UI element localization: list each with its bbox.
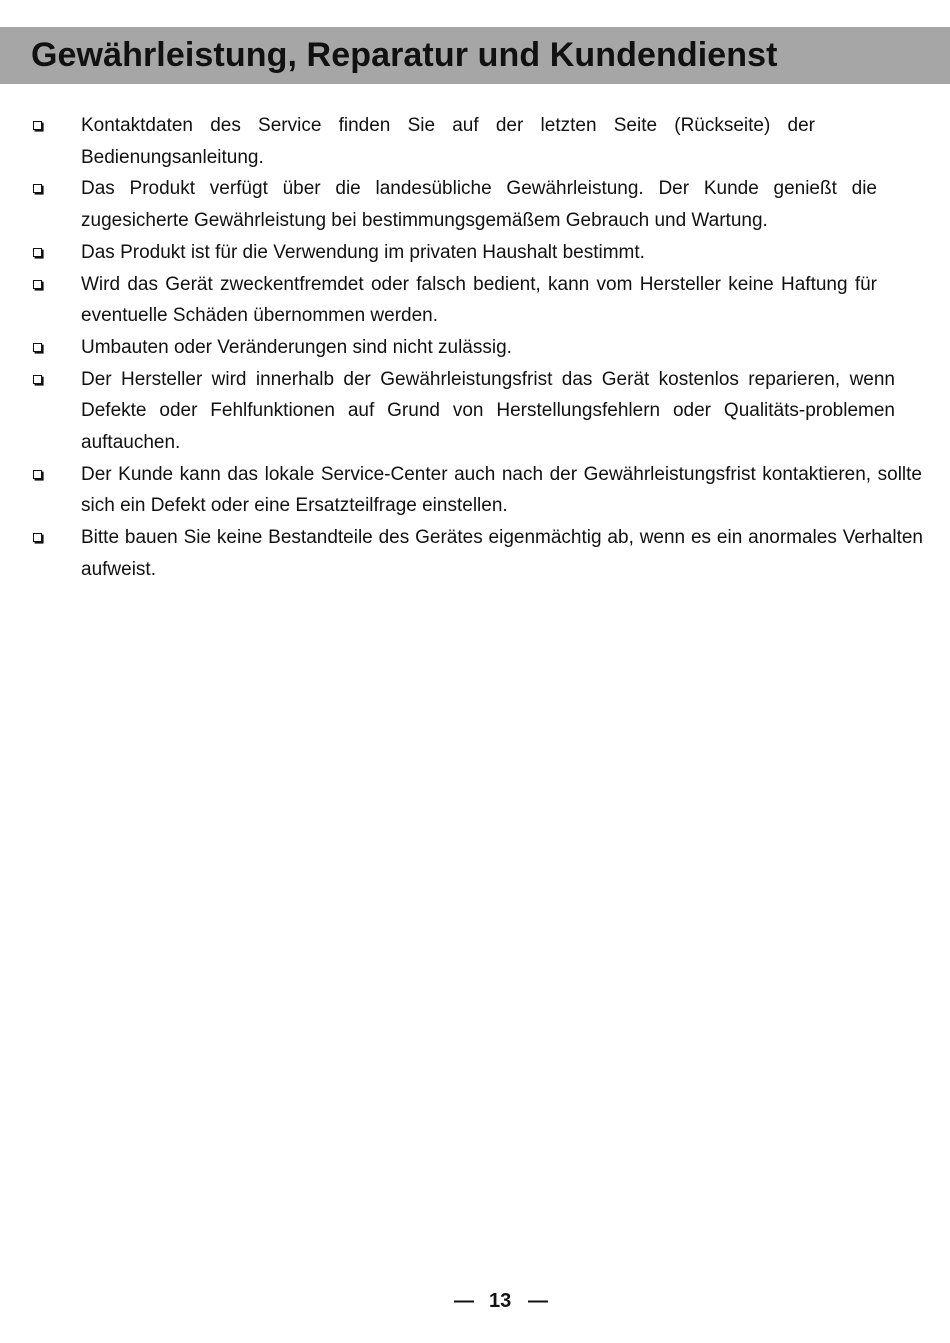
footer-dash-left: —: [454, 1290, 474, 1312]
bullet-list: [0, 110, 950, 586]
list-item: [0, 173, 950, 236]
checkbox-bullet-icon: [33, 121, 42, 130]
page-footer: [0, 1286, 950, 1316]
list-item-text: Das Produkt ist für die Verwendung im privaten Haushalt bestimmt.: [81, 241, 645, 263]
list-item: [0, 522, 950, 585]
list-item: [0, 110, 950, 173]
footer-dash-right: —: [528, 1290, 548, 1312]
list-item: [0, 237, 950, 269]
checkbox-bullet-icon: [33, 343, 42, 352]
checkbox-bullet-icon: [33, 184, 42, 193]
list-item-text: Kontaktdaten des Service finden Sie auf der letzten Seite (Rückseite) der Bedienungsanleitung.: [81, 115, 815, 168]
list-item-text: Umbauten oder Veränderungen sind nicht zulässig.: [81, 336, 512, 358]
checkbox-bullet-icon: [33, 470, 42, 479]
checkbox-bullet-icon: [33, 533, 42, 542]
list-item: [0, 459, 950, 522]
checkbox-bullet-icon: [33, 280, 42, 289]
checkbox-bullet-icon: [33, 248, 42, 257]
list-item-text: Bitte bauen Sie keine Bestandteile des Gerätes eigenmächtig ab, wenn es ein anormales Verhalten aufweist.: [81, 527, 923, 580]
list-item-text: Wird das Gerät zweckentfremdet oder falsch bedient, kann vom Hersteller keine Haftung für eventuelle Schäden übernommen werden.: [81, 273, 877, 327]
list-item-text: Das Produkt verfügt über die landesübliche Gewährleistung. Der Kunde genießt die zugesicherte Gewährleistung bei bestimmungsgemäßem Gebrauch und Wartung.: [81, 178, 877, 232]
list-item: [0, 269, 950, 332]
list-item: [0, 364, 950, 459]
page-title: Gewährleistung, Reparatur und Kundendienst: [31, 36, 778, 74]
list-item: [0, 332, 950, 364]
list-item-text: Der Kunde kann das lokale Service-Center auch nach der Gewährleistungsfrist kontaktieren, sollte sich ein Defekt oder eine Ersatzteilfrage einstellen.: [81, 463, 922, 517]
list-item-text: Der Hersteller wird innerhalb der Gewährleistungsfrist das Gerät kostenlos reparieren, wenn Defekte oder Fehlfunktionen auf Grund von Herstellungsfehlern oder Qualitäts-problemen auftauchen.: [81, 368, 895, 454]
section-header-bar: [0, 27, 950, 84]
page-number: 13: [489, 1290, 512, 1312]
checkbox-bullet-icon: [33, 375, 42, 384]
